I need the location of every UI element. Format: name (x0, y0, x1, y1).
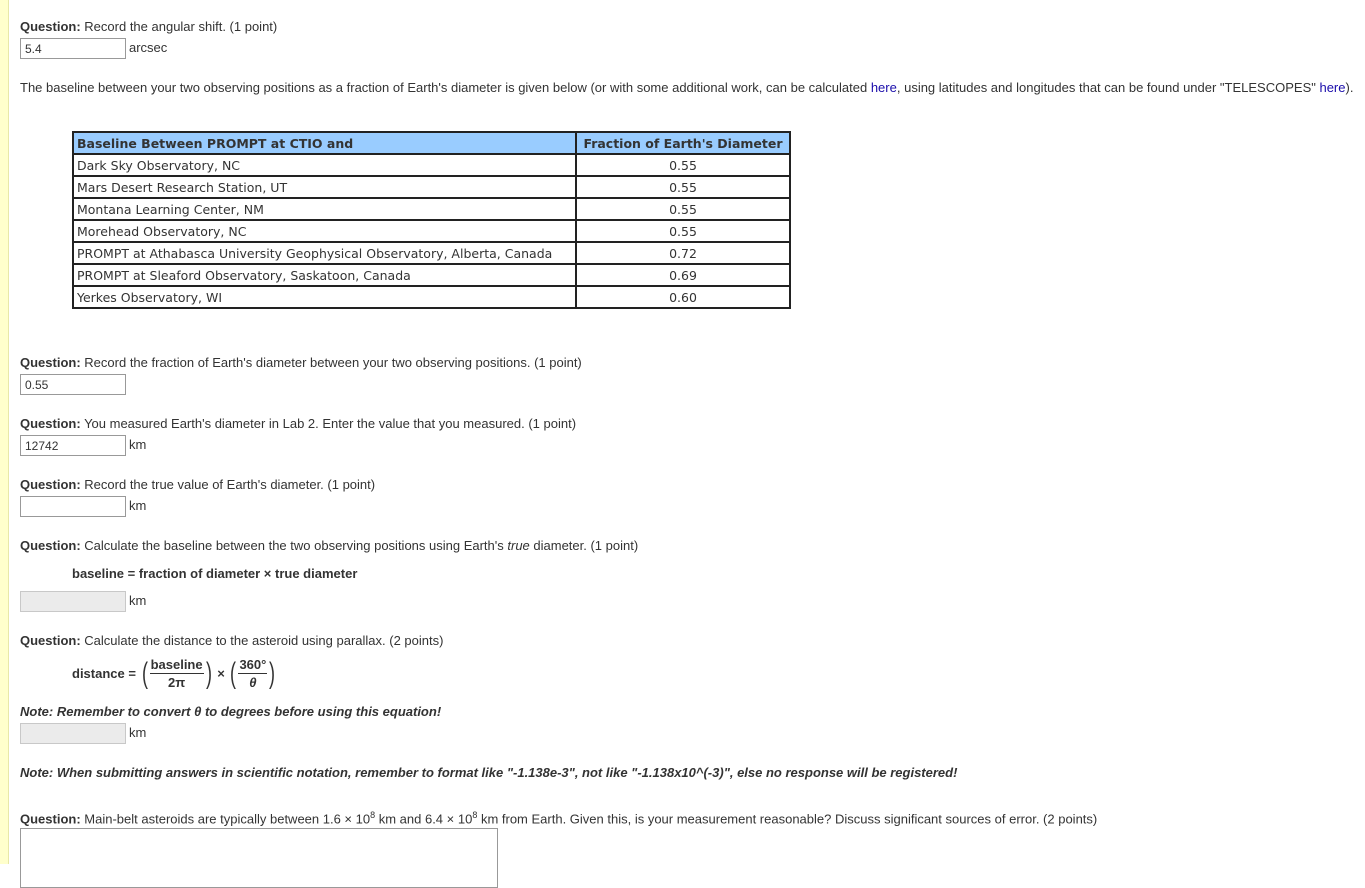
table-row (73, 264, 790, 286)
site-name: Yerkes Observatory, WI (73, 286, 576, 308)
distance-formula (72, 656, 277, 691)
fraction-value: 0.55 (576, 198, 790, 220)
question-text-mid: km and 6.4 × 10 (375, 811, 473, 827)
site-name: Dark Sky Observatory, NC (73, 154, 576, 176)
question-text: You measured Earth's diameter in Lab 2. Enter the value that you measured. (1 point) (84, 416, 577, 431)
site-name: PROMPT at Sleaford Observatory, Saskatoon, Canada (73, 264, 576, 286)
baseline-table (72, 131, 791, 309)
exponent: 8 (472, 810, 478, 820)
table-row (73, 198, 790, 220)
fraction-value: 0.60 (576, 286, 790, 308)
question-text-end: km from Earth. Given this, is your measurement reasonable? Discuss significant sources of error. (2 points) (477, 811, 1098, 827)
question-text-end: diameter. (1 point) (529, 538, 639, 553)
right-paren-icon: ) (205, 656, 212, 690)
question-true-diameter (20, 477, 375, 492)
right-paren-icon: ) (269, 656, 276, 690)
left-paren-icon: ( (141, 656, 148, 690)
question-label: Question: (20, 355, 81, 370)
convert-theta-note: Note: Remember to convert θ to degrees before using this equation! (20, 704, 442, 719)
table-row (73, 242, 790, 264)
fraction-baseline (150, 656, 204, 691)
angular-shift-input[interactable] (20, 38, 126, 59)
unit-km: km (129, 437, 147, 452)
question-label: Question: (20, 538, 81, 553)
discussion-textarea[interactable] (20, 828, 498, 888)
unit-km: km (129, 498, 147, 513)
table-row (73, 220, 790, 242)
table-row (73, 154, 790, 176)
site-name: Morehead Observatory, NC (73, 220, 576, 242)
question-text: Calculate the baseline between the two observing positions using Earth's (84, 538, 508, 553)
numerator: baseline (150, 657, 203, 672)
fraction-value: 0.72 (576, 242, 790, 264)
header-fraction: Fraction of Earth's Diameter (576, 132, 790, 154)
baseline-intro-text (20, 80, 1353, 95)
true-diameter-input[interactable] (20, 496, 126, 517)
left-margin-bar (0, 0, 9, 864)
intro-text-part3: ). (1345, 80, 1354, 95)
fraction-value: 0.55 (576, 220, 790, 242)
table-row (73, 286, 790, 308)
question-text: Record the true value of Earth's diameter. (1 point) (84, 477, 376, 492)
times-symbol: × (217, 666, 225, 681)
intro-text-part1: The baseline between your two observing positions as a fraction of Earth's diameter is given below (or with some additional work, can be calculated (20, 80, 871, 95)
measured-diameter-input[interactable] (20, 435, 126, 456)
question-baseline-calc (20, 538, 638, 553)
here-link-telescopes[interactable]: here (1319, 80, 1346, 95)
denominator: 2π (168, 675, 186, 690)
site-name: Montana Learning Center, NM (73, 198, 576, 220)
site-name: Mars Desert Research Station, UT (73, 176, 576, 198)
unit-km: km (129, 725, 147, 740)
question-fraction-diameter (20, 355, 582, 370)
site-name: PROMPT at Athabasca University Geophysical Observatory, Alberta, Canada (73, 242, 576, 264)
question-text: Calculate the distance to the asteroid using parallax. (2 points) (84, 633, 444, 648)
question-text-emphasis: true (507, 538, 530, 553)
question-reasonable-measurement (20, 810, 1097, 826)
fraction-angle (238, 656, 267, 691)
question-label: Question: (20, 477, 81, 492)
table-row (73, 176, 790, 198)
question-label: Question: (20, 811, 81, 827)
unit-arcsec: arcsec (129, 40, 168, 55)
formula-lhs: distance = (72, 666, 136, 681)
denominator: θ (249, 675, 257, 690)
exponent: 8 (370, 810, 376, 820)
fraction-value: 0.55 (576, 154, 790, 176)
fraction-value: 0.55 (576, 176, 790, 198)
question-text: Record the angular shift. (1 point) (84, 19, 278, 34)
here-link-calculator[interactable]: here (870, 80, 897, 95)
baseline-formula: baseline = fraction of diameter × true diameter (72, 566, 358, 581)
question-measured-diameter (20, 416, 576, 431)
question-text: Main-belt asteroids are typically between 1.6 × 10 (84, 811, 371, 827)
question-label: Question: (20, 416, 81, 431)
table-header-row (73, 132, 790, 154)
scientific-notation-note: Note: When submitting answers in scientific notation, remember to format like "-1.138e-3", not like "-1.138x10^(-3)", else no response will be registered! (20, 765, 958, 780)
numerator: 360° (239, 657, 267, 672)
baseline-result-field (20, 591, 126, 612)
question-angular-shift (20, 19, 277, 34)
distance-result-field (20, 723, 126, 744)
question-distance-parallax (20, 633, 443, 648)
question-label: Question: (20, 19, 81, 34)
fraction-diameter-input[interactable] (20, 374, 126, 395)
fraction-value: 0.69 (576, 264, 790, 286)
header-baseline: Baseline Between PROMPT at CTIO and (73, 132, 576, 154)
question-text: Record the fraction of Earth's diameter between your two observing positions. (1 point) (84, 355, 582, 370)
intro-text-part2: , using latitudes and longitudes that can be found under "TELESCOPES" (896, 80, 1320, 95)
unit-km: km (129, 593, 147, 608)
question-label: Question: (20, 633, 81, 648)
left-paren-icon: ( (230, 656, 237, 690)
